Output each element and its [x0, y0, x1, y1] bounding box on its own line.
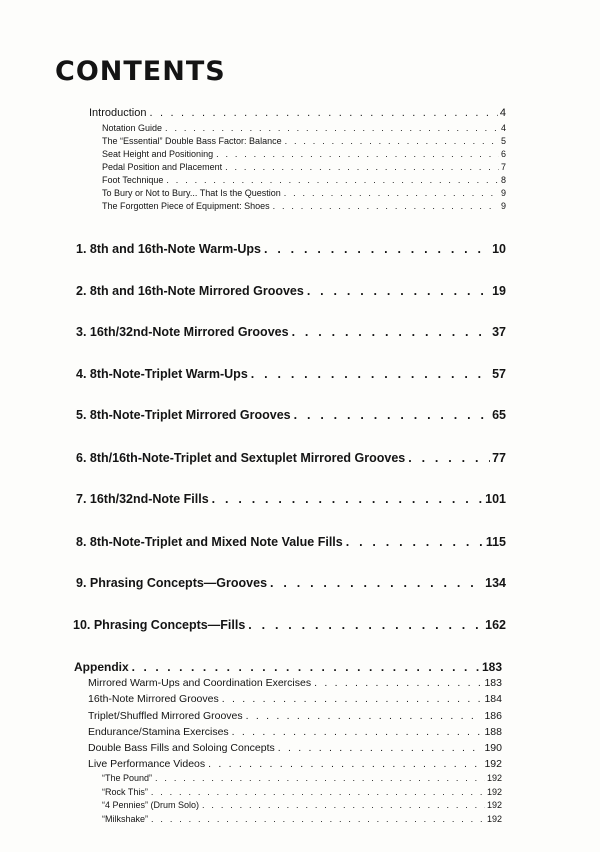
toc-entry-label: 16th-Note Mirrored Grooves	[88, 693, 219, 705]
toc-entry-label: “4 Pennies” (Drum Solo)	[102, 800, 200, 810]
toc-entry-label: 10. Phrasing Concepts—Fills	[73, 618, 246, 632]
toc-entry-page: 37	[492, 325, 506, 339]
toc-entry-label: Foot Technique	[102, 175, 164, 185]
dot-leader	[314, 677, 482, 689]
toc-subentry[interactable]	[102, 201, 506, 211]
toc-entry-page: 57	[492, 367, 506, 381]
toc-entry-label: “Milkshake”	[102, 814, 149, 824]
toc-subentry[interactable]	[102, 188, 506, 198]
dot-leader	[165, 123, 499, 133]
dot-leader	[248, 618, 483, 632]
toc-entry-label: 8. 8th-Note-Triplet and Mixed Note Value Fills	[76, 535, 343, 549]
dot-leader	[149, 107, 497, 119]
toc-entry-page: 192	[486, 800, 502, 810]
toc-subentry[interactable]	[88, 693, 502, 705]
toc-entry-appendix[interactable]	[74, 660, 502, 674]
toc-entry-label: 1. 8th and 16th-Note Warm-Ups	[76, 242, 261, 256]
toc-chapter[interactable]	[76, 492, 506, 506]
toc-entry-label: The “Essential” Double Bass Factor: Balance	[102, 136, 282, 146]
toc-entry-page: 4	[499, 107, 506, 119]
toc-subentry[interactable]	[102, 175, 506, 185]
dot-leader	[212, 492, 483, 506]
toc-subentry[interactable]	[88, 677, 502, 689]
toc-entry-page: 115	[485, 535, 506, 549]
toc-entry-label: 6. 8th/16th-Note-Triplet and Sextuplet Mirrored Grooves	[76, 451, 406, 465]
dot-leader	[251, 367, 490, 381]
dot-leader	[294, 408, 490, 422]
toc-entry-page: 65	[492, 408, 506, 422]
toc-chapter[interactable]	[76, 408, 506, 422]
toc-entry-page: 134	[485, 576, 506, 590]
toc-video-entry[interactable]	[102, 773, 502, 783]
toc-video-entry[interactable]	[102, 800, 502, 810]
toc-entry-page: 190	[484, 742, 502, 754]
toc-subentry[interactable]	[102, 123, 506, 133]
toc-entry-label: Endurance/Stamina Exercises	[88, 726, 229, 738]
toc-entry-page: 183	[481, 660, 502, 674]
dot-leader	[408, 451, 490, 465]
toc-entry-page: 10	[492, 242, 506, 256]
toc-entry-label: “Rock This”	[102, 787, 148, 797]
dot-leader	[202, 800, 485, 810]
toc-entry-label: “The Pound”	[102, 773, 153, 783]
toc-entry-label: 4. 8th-Note-Triplet Warm-Ups	[76, 367, 248, 381]
toc-entry-page: 192	[484, 758, 502, 770]
dot-leader	[225, 162, 499, 172]
dot-leader	[151, 814, 485, 824]
toc-entry-page: 183	[484, 677, 502, 689]
dot-leader	[246, 710, 483, 722]
toc-entry-page: 6	[500, 149, 506, 159]
toc-entry-label: Notation Guide	[102, 123, 163, 133]
toc-subentry[interactable]	[88, 726, 502, 738]
toc-chapter[interactable]	[76, 367, 506, 381]
toc-entry-label: 2. 8th and 16th-Note Mirrored Grooves	[76, 284, 304, 298]
toc-subentry[interactable]	[88, 758, 502, 770]
toc-chapter[interactable]	[76, 284, 506, 298]
toc-entry-page: 77	[492, 451, 506, 465]
toc-entry-label: To Bury or Not to Bury... That Is the Question	[102, 188, 281, 198]
toc-entry-page: 192	[486, 773, 502, 783]
toc-entry-page: 9	[500, 188, 506, 198]
dot-leader	[284, 188, 499, 198]
toc-entry-label: 7. 16th/32nd-Note Fills	[76, 492, 209, 506]
toc-entry-label: Appendix	[74, 660, 129, 674]
toc-entry-page: 162	[485, 618, 506, 632]
toc-entry-label: Double Bass Fills and Soloing Concepts	[88, 742, 275, 754]
dot-leader	[222, 693, 483, 705]
dot-leader	[151, 787, 485, 797]
toc-entry-page: 188	[484, 726, 502, 738]
page-title: CONTENTS	[55, 56, 226, 87]
dot-leader	[166, 175, 499, 185]
toc-chapter[interactable]	[76, 242, 506, 256]
toc-chapter[interactable]	[76, 325, 506, 339]
dot-leader	[132, 660, 480, 674]
dot-leader	[264, 242, 490, 256]
toc-entry-page: 184	[484, 693, 502, 705]
dot-leader	[278, 742, 483, 754]
toc-chapter[interactable]	[73, 618, 506, 632]
toc-entry-page: 8	[500, 175, 506, 185]
dot-leader	[208, 758, 482, 770]
dot-leader	[270, 576, 483, 590]
toc-entry-label: 3. 16th/32nd-Note Mirrored Grooves	[76, 325, 289, 339]
toc-entry-page: 192	[486, 787, 502, 797]
dot-leader	[346, 535, 484, 549]
toc-subentry[interactable]	[102, 136, 506, 146]
toc-entry-label: Mirrored Warm-Ups and Coordination Exercises	[88, 677, 312, 689]
toc-entry-introduction[interactable]	[89, 107, 506, 119]
dot-leader	[155, 773, 485, 783]
toc-entry-page: 9	[500, 201, 506, 211]
toc-chapter[interactable]	[76, 576, 506, 590]
toc-entry-page: 7	[500, 162, 506, 172]
toc-entry-label: The Forgotten Piece of Equipment: Shoes	[102, 201, 270, 211]
toc-subentry[interactable]	[102, 149, 506, 159]
dot-leader	[292, 325, 491, 339]
toc-entry-page: 5	[500, 136, 506, 146]
dot-leader	[273, 201, 499, 211]
toc-entry-page: 4	[500, 123, 506, 133]
toc-entry-label: 5. 8th-Note-Triplet Mirrored Grooves	[76, 408, 291, 422]
toc-entry-label: Seat Height and Positioning	[102, 149, 214, 159]
toc-entry-label: Introduction	[89, 107, 147, 119]
dot-leader	[232, 726, 483, 738]
toc-entry-label: Live Performance Videos	[88, 758, 206, 770]
toc-chapter[interactable]	[76, 451, 506, 465]
toc-video-entry[interactable]	[102, 787, 502, 797]
toc-entry-label: Pedal Position and Placement	[102, 162, 223, 172]
toc-entry-label: 9. Phrasing Concepts—Grooves	[76, 576, 268, 590]
toc-subentry[interactable]	[88, 742, 502, 754]
toc-entry-page: 186	[484, 710, 502, 722]
dot-leader	[285, 136, 499, 146]
toc-entry-label: Triplet/Shuffled Mirrored Grooves	[88, 710, 243, 722]
toc-video-entry[interactable]	[102, 814, 502, 824]
dot-leader	[307, 284, 490, 298]
toc-subentry[interactable]	[88, 710, 502, 722]
toc-entry-page: 19	[492, 284, 506, 298]
toc-chapter[interactable]	[76, 535, 506, 549]
dot-leader	[216, 149, 499, 159]
toc-subentry[interactable]	[102, 162, 506, 172]
toc-entry-page: 192	[486, 814, 502, 824]
toc-entry-page: 101	[485, 492, 506, 506]
